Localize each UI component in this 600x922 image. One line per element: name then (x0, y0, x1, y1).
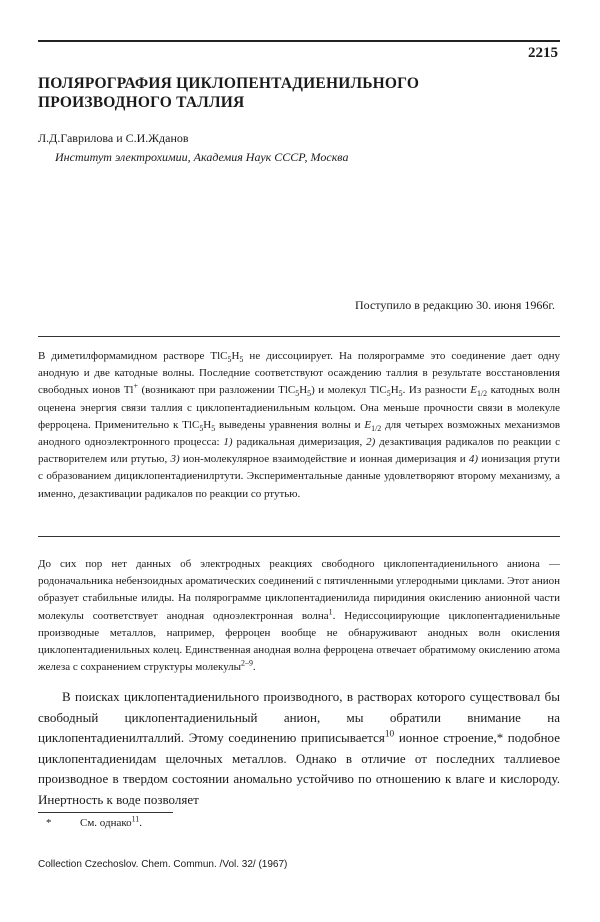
abstract-bottom-rule (38, 536, 560, 537)
journal-citation: Collection Czechoslov. Chem. Commun. /Vol. 32/ (1967) (38, 859, 288, 870)
abstract-paragraph: В диметилформамидном растворе $TlC_5H_5$ не диссоциирует. На полярограмме это соединение дает одну анодную и две катодные волны. Последние соответствуют осаждению таллия в результате восстановления свободных ионов Tl+ (возникают при разложении $TlC_5H_5$) и молекул $TlC_5H_5$. Из разности $E_{1/2}$ катодных волн оценена энергия связи таллия с циклопентадиенильным кольцом. Она меньше прочности связи в молекуле ферроцена. Применительно к $TlC_5H_5$ выведены уравнения волны и $E_{1/2}$ для четырех возможных механизмов анодного одноэлектронного процесса: 1) радикальная димеризация, 2) дезактивация радикалов по реакции с растворителем или ртутью, 3) ион-молекулярное взаимодействие и ионная димеризация и 4) ионизация ртути с образованием дициклопентадиенилртути. Экспериментальные данные удовлетворяют второму механизму, а именно, дезактивации радикалов по реакции со ртутью. (38, 350, 561, 500)
received-date: Поступило в редакцию 30. июня 1966г. (354, 298, 555, 312)
top-rule (38, 40, 560, 42)
intro-paragraph: До сих пор нет данных об электродных реакциях свободного циклопентадиенильного аниона — родоначальника небензоидных ароматических соединений с пятичленными углеродными циклами. Этот анион образует стабильные илиды. На полярограмме циклопентадиенилида пиридиния окислению анионной части молекулы соответствует анодная одноэлектронная волна$^1$. Недиссоциирующие циклопентадиенильные производные металлов, например, ферроцен вообще не обнаруживают анодных волн окисления циклопентадиенильных колец. Единственная анодная волна ферроцена отвечает обратимому окислению атома железа с сохранением структуры молекулы$^{2-9}$. (38, 558, 561, 674)
abstract-top-rule (38, 336, 560, 337)
page-number: 2215 (528, 45, 558, 61)
abstract (38, 348, 560, 503)
article-authors: Л.Д.Гаврилова и С.И.Жданов (38, 131, 189, 145)
footnote-rule (38, 812, 173, 813)
footnote-mark: * (46, 817, 52, 829)
footnote-ref: 11 (131, 814, 140, 824)
article-affiliation: Институт электрохимии, Академия Наук СССР, Москва (55, 150, 349, 164)
body-paragraph: В поисках циклопентадиенильного производного, в растворах которого существовал бы свободный циклопентадиенильный анион, мы обратили внимание на циклопентадиенилталлий. Этому соединению приписывается$^{10}$ ионное строение,* подобное циклопентадиенидам щелочных металлов. Однако в отличие от последних таллиевое производное в твердом состоянии аномально устойчиво по отношению к влаге и кислороду. Инертность к воде позволяет (38, 689, 560, 807)
footnote (46, 814, 143, 829)
footnote-text: См. однако (80, 817, 132, 829)
article-title: ПОЛЯРОГРАФИЯ ЦИКЛОПЕНТАДИЕНИЛЬНОГО ПРОИЗВОДНОГО ТАЛЛИЯ (38, 75, 420, 111)
footnote-end: . (139, 817, 143, 829)
